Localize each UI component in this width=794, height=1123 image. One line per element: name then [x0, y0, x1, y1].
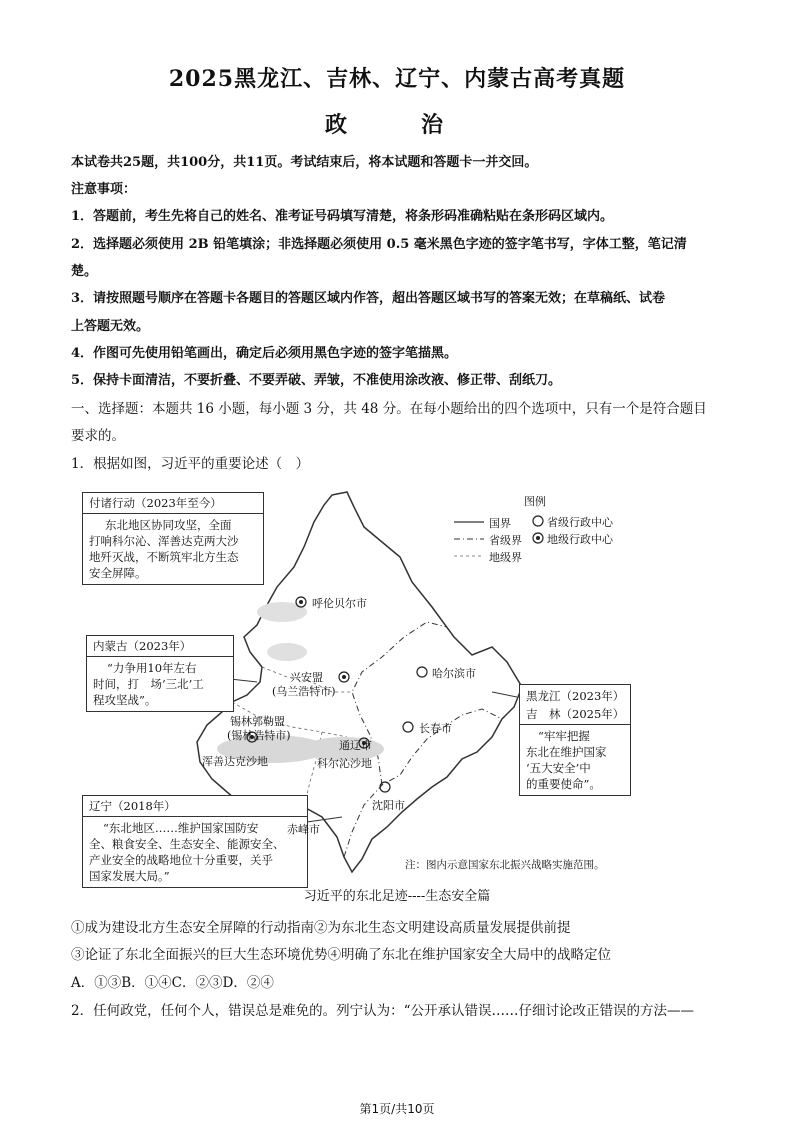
box-neimenggu [86, 635, 234, 712]
box-hlj-line-4: 的重要使命”。 [526, 777, 601, 791]
city-chifeng: 赤峰市 [287, 823, 320, 836]
box-heilongjiang-jilin [519, 684, 631, 796]
box-action-title: 付诸行动（2023年至今） [83, 493, 263, 514]
notice-3-cont: 上答题无效。 [71, 319, 150, 334]
subject-title: 政 治 [324, 112, 469, 138]
box-action-line-4: 安全屏障。 [89, 566, 147, 580]
box-neimenggu-title: 内蒙古（2023年） [87, 636, 233, 657]
question-2-stem: 2．任何政党，任何个人，错误总是难免的。列宁认为：“公开承认错误……仔细讨论改正错误的方法—— [71, 1003, 694, 1019]
city-hulunbuir: 呼伦贝尔市 [312, 597, 367, 610]
notice-3: 3．请按照题号顺序在答题卡各题目的答题区域内作答，超出答题区域书写的答案无效；在草稿纸、试卷 [71, 291, 666, 306]
box-hlj-line-2: 东北在维护国家 [526, 745, 607, 759]
notice-4: 4．作图可先使用铅笔画出，确定后必须用黑色字迹的签字笔描黑。 [71, 346, 458, 361]
page-footer: 第1页/共10页 [359, 1102, 435, 1116]
box-action-line-1: 东北地区协同攻坚，全面 [105, 518, 232, 532]
question-1-stem: 1．根据如图，习近平的重要论述（ ） [71, 456, 310, 472]
notice-title: 注意事项： [71, 182, 137, 197]
city-xilingol: 锡林郭勒盟 [230, 715, 285, 728]
city-xilinhot: (锡林浩特市) [227, 729, 291, 742]
q1-options-line-1: ①成为建设北方生态安全屏障的行动指南②为东北生态文明建设高质量发展提供前提 [71, 920, 571, 936]
section-intro-cont: 要求的。 [71, 428, 125, 444]
box-liaoning [82, 795, 308, 888]
box-action-line-2: 打响科尔沁、浑善达克两大沙 [89, 534, 239, 548]
notice-1: 1．答题前，考生先将自己的姓名、准考证号码填写清楚，将条形码准确粘贴在条形码区域内。 [71, 209, 614, 224]
box-action-line-3: 地歼灭战，不断筑牢北方生态 [89, 550, 239, 564]
box-liaoning-line-2: 全、粮食安全、生态安全、能源安全、 [89, 837, 285, 851]
box-neimenggu-line-3: 程攻坚战”。 [93, 693, 157, 707]
label-hunshandake-sandy-land: 浑善达克沙地 [202, 755, 268, 768]
box-liaoning-line-1: “东北地区……维护国家国防安 [103, 821, 259, 835]
city-ulanhot: (乌兰浩特市) [272, 685, 336, 698]
city-shenyang: 沈阳市 [372, 799, 405, 812]
city-changchun: 长春市 [419, 722, 452, 735]
legend-title: 图例 [524, 495, 546, 508]
intro-line: 本试卷共25题，共100分，共11页。考试结束后，将本试题和答题卡一并交回。 [71, 155, 538, 170]
notice-2-cont: 楚。 [71, 264, 98, 279]
legend-province-border: 省级界 [489, 534, 522, 547]
q1-options-line-2: ③论证了东北全面振兴的巨大生态环境优势④明确了东北在维护国家安全大局中的战略定位 [71, 947, 611, 963]
q1-choices: A．①③B．①④C．②③D．②④ [71, 975, 274, 991]
map-note: 注：图内示意国家东北振兴战略实施范围。 [405, 859, 605, 871]
figure-caption: 习近平的东北足迹----生态安全篇 [303, 889, 491, 904]
box-liaoning-title: 辽宁（2018年） [83, 796, 307, 817]
box-neimenggu-line-1: “力争用10年左右 [107, 661, 197, 675]
box-liaoning-line-4: 国家发展大局。” [89, 869, 170, 883]
city-tongliao: 通辽市 [339, 739, 372, 752]
city-markers [247, 597, 427, 816]
city-harbin: 哈尔滨市 [432, 667, 476, 680]
northeast-map-figure [82, 487, 652, 883]
notice-5: 5．保持卡面清洁，不要折叠、不要弄破、弄皱，不准使用涂改液、修正带、刮纸刀。 [71, 373, 562, 388]
box-hlj-line-3: ‘五大安全’中 [526, 761, 591, 775]
box-neimenggu-line-2: 时间，打 场‘三北’工 [93, 677, 204, 691]
box-hlj-title-1: 黑龙江（2023年） [526, 689, 625, 703]
box-hlj-line-1: “牢牢把握 [538, 729, 590, 743]
box-liaoning-line-3: 产业安全的战略地位十分重要，关乎 [89, 853, 273, 867]
exam-title: 2025黑龙江、吉林、辽宁、内蒙古高考真题 [168, 66, 626, 92]
legend-province-capital: 省级行政中心 [547, 516, 613, 529]
legend-national-border: 国界 [489, 517, 511, 530]
city-xinganmeng: 兴安盟 [290, 671, 323, 684]
section-intro: 一、选择题：本题共 16 小题，每小题 3 分，共 48 分。在每小题给出的四个选项中，只有一个是符合题目 [71, 401, 707, 417]
legend-prefecture-border: 地级界 [489, 551, 522, 564]
legend-prefecture-capital: 地级行政中心 [547, 533, 613, 546]
label-horqin-sandy-land: 科尔沁沙地 [317, 757, 372, 770]
box-action [82, 492, 264, 585]
notice-2: 2．选择题必须使用 2B 铅笔填涂；非选择题必须使用 0.5 毫米黑色字迹的签字笔书写，字体工整，笔记清 [71, 237, 687, 252]
box-hlj-title-2: 吉 林（2025年） [520, 704, 630, 725]
